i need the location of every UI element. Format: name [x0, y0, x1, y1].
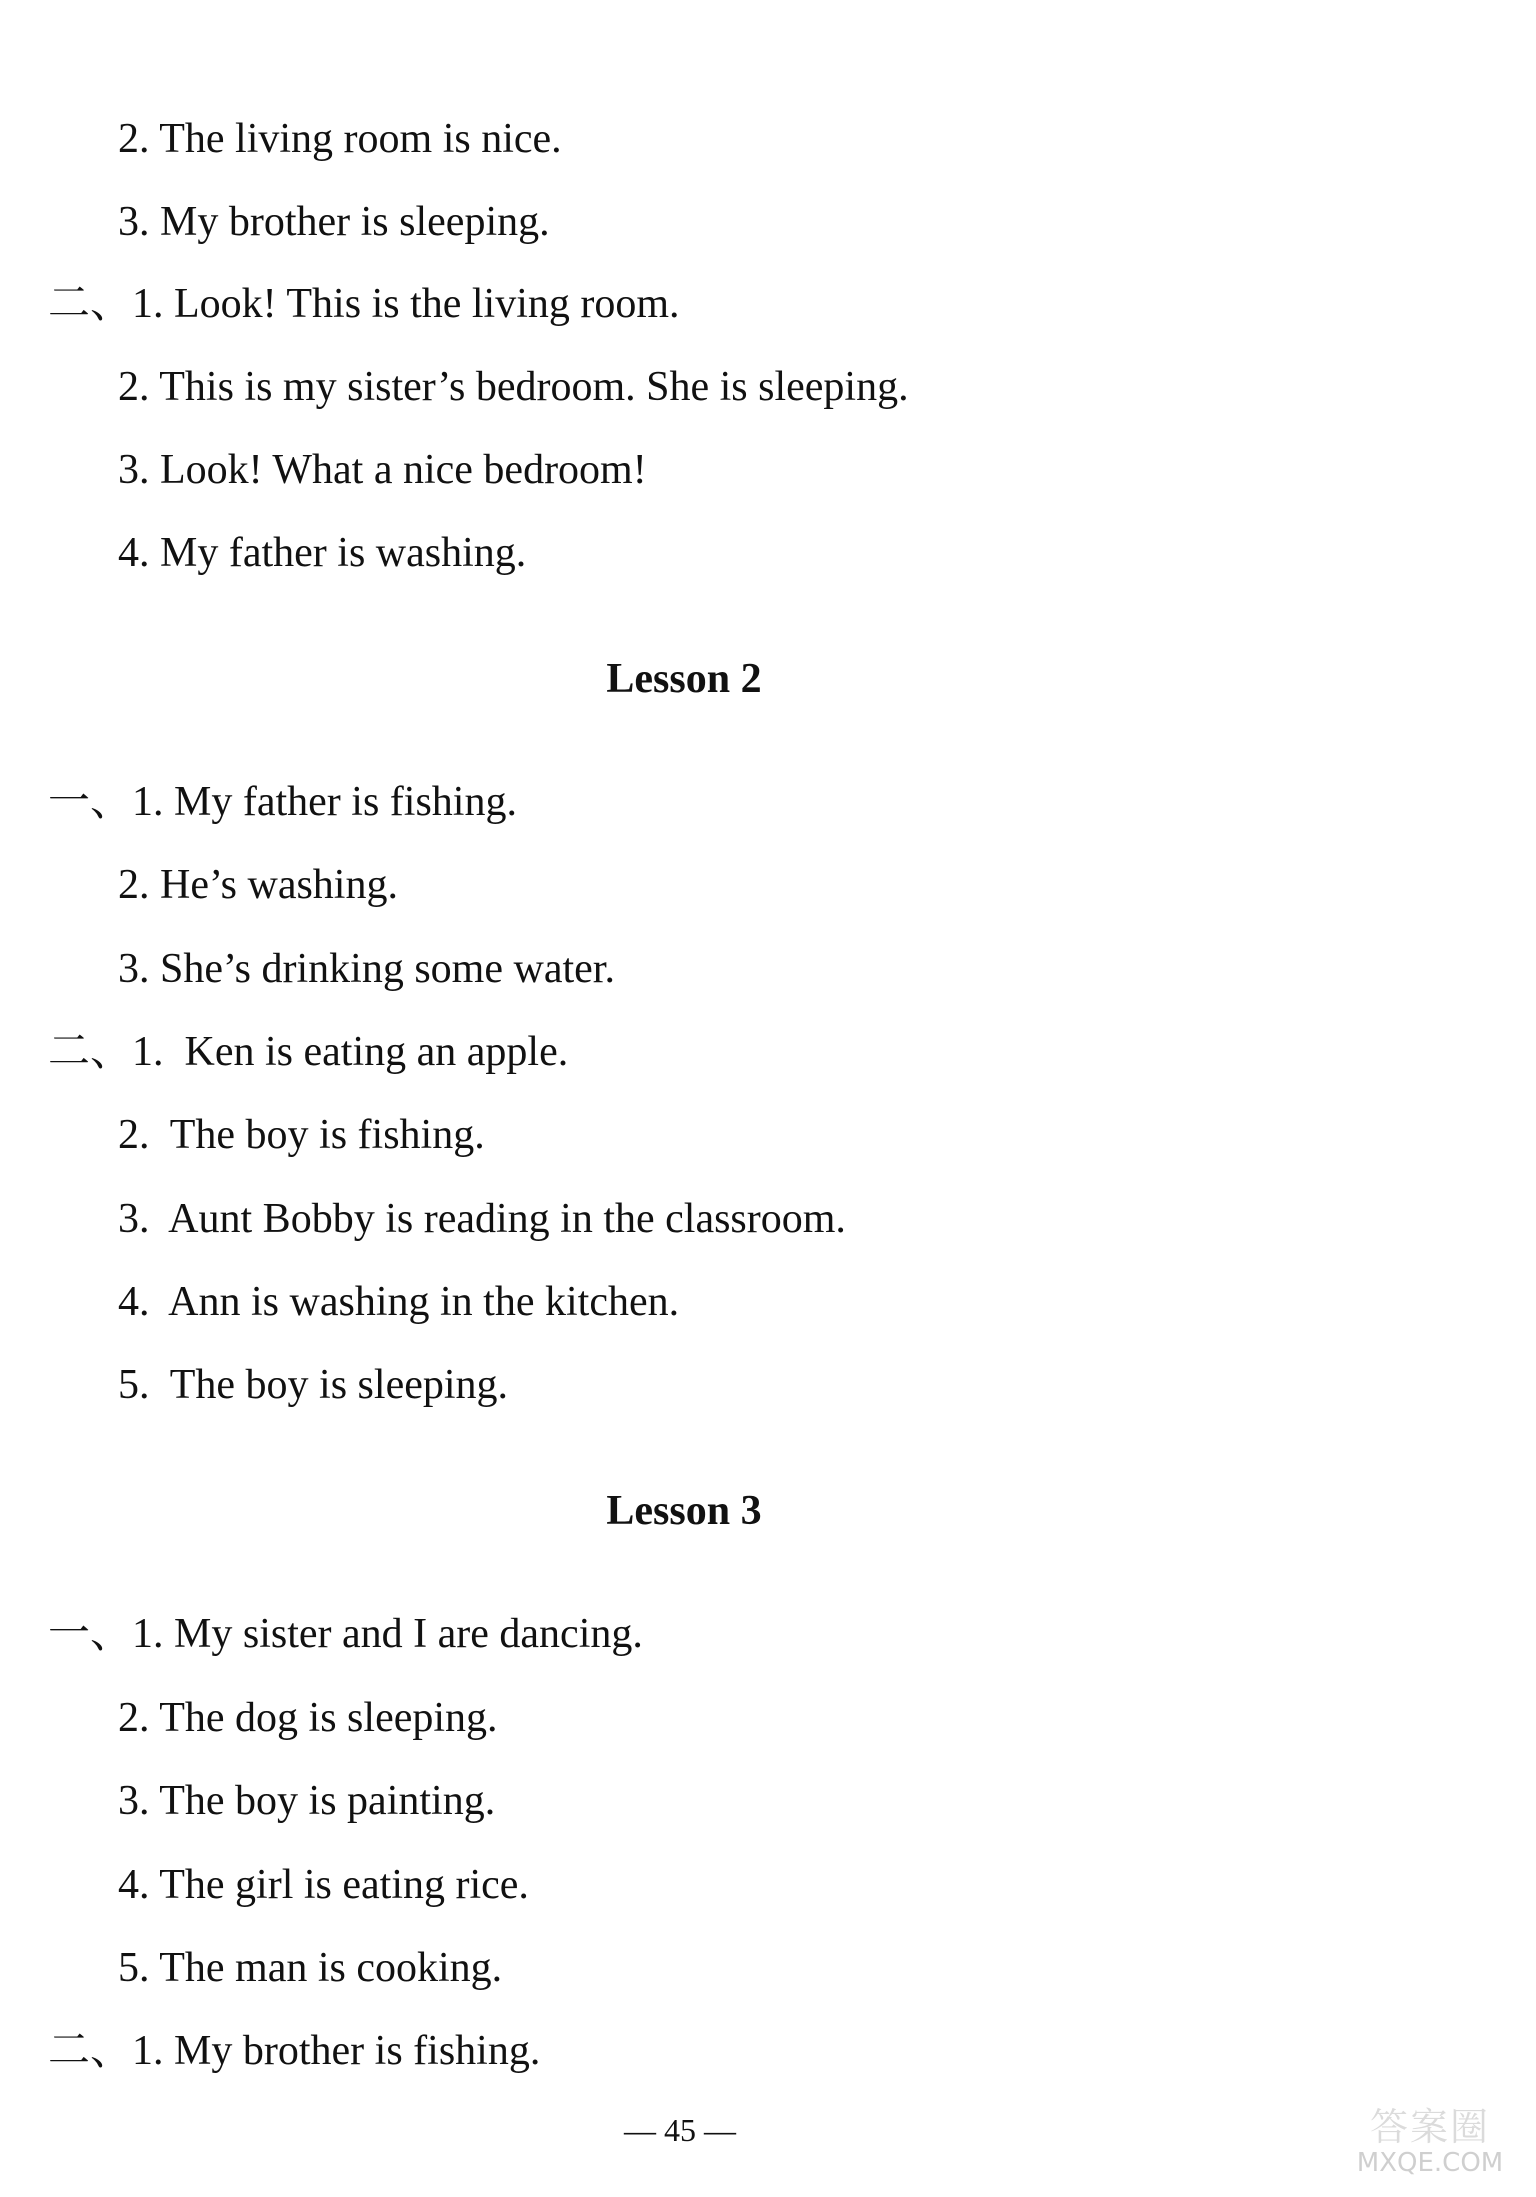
- section-line: [48, 2030, 540, 2072]
- lesson-heading: Lesson 3: [606, 1488, 762, 1534]
- watermark-seal: 答案圈: [1369, 2105, 1490, 2149]
- answer-line: 2. The dog is sleeping.: [118, 1695, 498, 1741]
- section-line: [48, 781, 517, 823]
- answer-line: 2. The living room is nice.: [118, 116, 562, 162]
- section-marker: 一、: [48, 1611, 133, 1657]
- section-marker: 二、: [48, 281, 133, 327]
- answer-line: 2. This is my sister’s bedroom. She is sleeping.: [118, 364, 909, 410]
- answer-line: 5. The man is cooking.: [118, 1945, 503, 1991]
- section-marker: 二、: [48, 1029, 133, 1075]
- answer-line: 3. The boy is painting.: [118, 1778, 496, 1824]
- answer-text: 1. Ken is eating an apple.: [132, 1029, 569, 1075]
- answer-line: 3. Look! What a nice bedroom!: [118, 447, 647, 493]
- section-marker: 一、: [48, 779, 133, 825]
- answer-line: 3. Aunt Bobby is reading in the classroom.: [118, 1196, 846, 1242]
- answer-text: 1. My sister and I are dancing.: [132, 1611, 643, 1657]
- section-line: [48, 1613, 643, 1655]
- answer-line: 4. Ann is washing in the kitchen.: [118, 1279, 680, 1325]
- answer-line: 5. The boy is sleeping.: [118, 1362, 509, 1408]
- answer-line: 4. The girl is eating rice.: [118, 1862, 529, 1908]
- page-number: — 45 —: [624, 2112, 736, 2148]
- answer-line: 3. My brother is sleeping.: [118, 199, 550, 245]
- answer-line: 2. He’s washing.: [118, 862, 398, 908]
- section-marker: 二、: [48, 2028, 133, 2074]
- answer-line: 2. The boy is fishing.: [118, 1112, 485, 1158]
- section-line: [48, 283, 680, 325]
- answer-text: 1. My father is fishing.: [132, 779, 517, 825]
- answer-text: 1. My brother is fishing.: [132, 2028, 541, 2074]
- watermark-site: MXQE.COM: [1356, 2147, 1504, 2178]
- section-line: [48, 1031, 568, 1073]
- lesson-heading: Lesson 2: [606, 656, 762, 702]
- watermark-logo: [1340, 2107, 1520, 2187]
- answer-line: 4. My father is washing.: [118, 530, 527, 576]
- answer-line: 3. She’s drinking some water.: [118, 946, 615, 992]
- answer-text: 1. Look! This is the living room.: [132, 281, 680, 327]
